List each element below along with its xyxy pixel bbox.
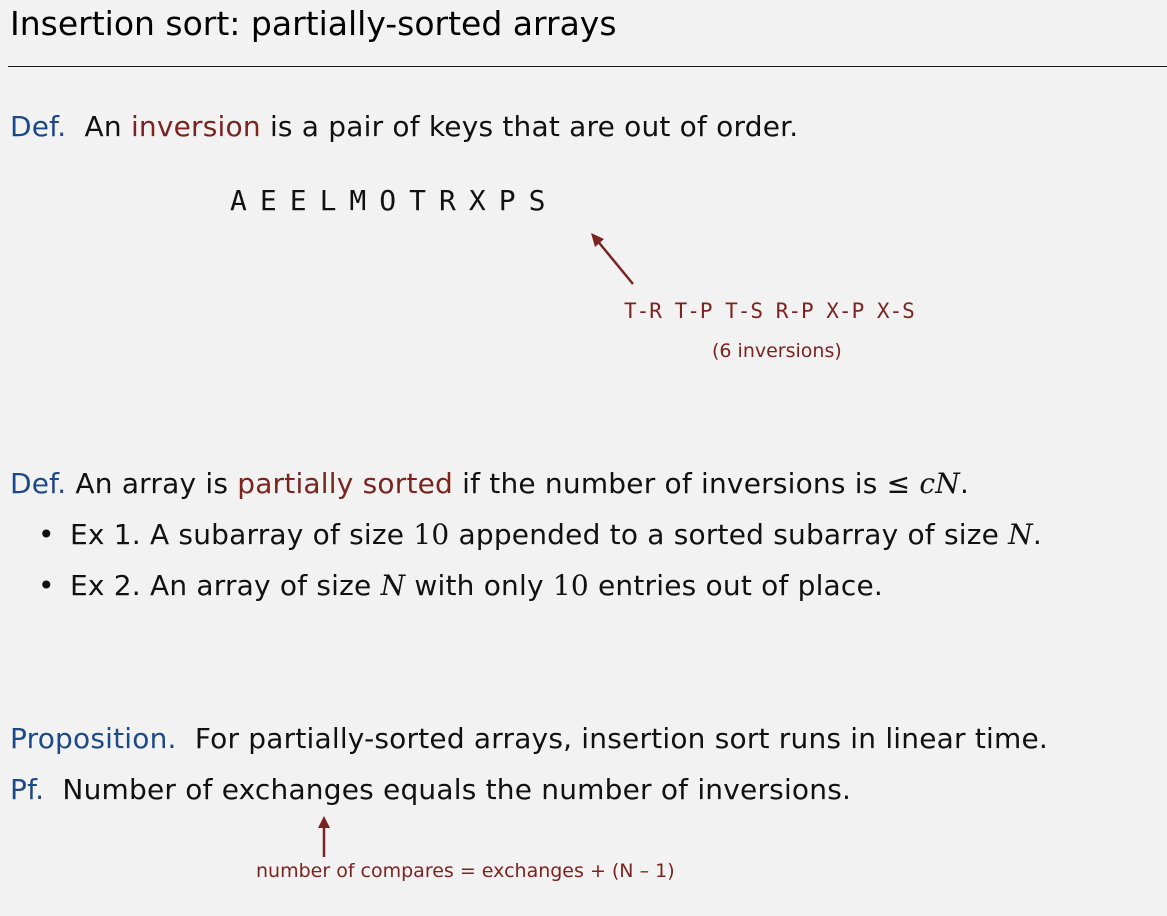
example-2 <box>38 569 883 602</box>
bullet-icon: • <box>38 569 55 602</box>
ex1-text-b: appended to a sorted subarray of size <box>458 518 1000 551</box>
ex2-number: 10 <box>552 569 589 602</box>
bullet-icon: • <box>38 518 55 551</box>
ex2-variable-n: N <box>380 569 406 602</box>
def-label: Def. <box>10 110 67 143</box>
proposition-label: Proposition. <box>10 722 177 755</box>
ex1-number: 10 <box>413 518 450 551</box>
proposition <box>10 722 1048 755</box>
definition-inversion <box>10 110 798 143</box>
example-array: AEELMOTRXPS <box>230 184 559 217</box>
ex1-variable-n: N <box>1008 518 1033 551</box>
def-text-post: is a pair of keys that are out of order. <box>269 110 799 143</box>
inversion-count: (6 inversions) <box>712 340 842 362</box>
constant-c: c <box>919 467 936 500</box>
up-arrow-icon <box>314 815 334 859</box>
period: . <box>960 467 970 500</box>
proof-text: Number of exchanges equals the number of inversions. <box>62 773 852 806</box>
term-partially-sorted: partially sorted <box>237 467 454 500</box>
ex1-text-a: Ex 1. A subarray of size <box>70 518 405 551</box>
arrow-icon <box>588 230 638 288</box>
def-text-post: if the number of inversions is ≤ <box>462 467 911 500</box>
term-inversion: inversion <box>130 110 261 143</box>
title-divider <box>8 66 1167 67</box>
variable-n: N <box>935 467 960 500</box>
compares-note: number of compares = exchanges + (N – 1) <box>256 860 675 882</box>
inversion-pairs: T-R T-P T-S R-P X-P X-S <box>624 299 915 323</box>
def-text-pre: An array is <box>75 467 229 500</box>
ex2-text-c: entries out of place. <box>598 569 884 602</box>
definition-partially-sorted <box>10 467 969 500</box>
def-label: Def. <box>10 467 67 500</box>
def-text-pre: An <box>84 110 122 143</box>
example-1 <box>38 518 1042 551</box>
proposition-text: For partially-sorted arrays, insertion sort runs in linear time. <box>194 722 1048 755</box>
ex2-text-a: Ex 2. An array of size <box>70 569 372 602</box>
proof <box>10 773 851 806</box>
ex2-text-b: with only <box>414 569 544 602</box>
slide-title: Insertion sort: partially-sorted arrays <box>10 4 617 43</box>
ex1-period: . <box>1032 518 1042 551</box>
proof-label: Pf. <box>10 773 45 806</box>
